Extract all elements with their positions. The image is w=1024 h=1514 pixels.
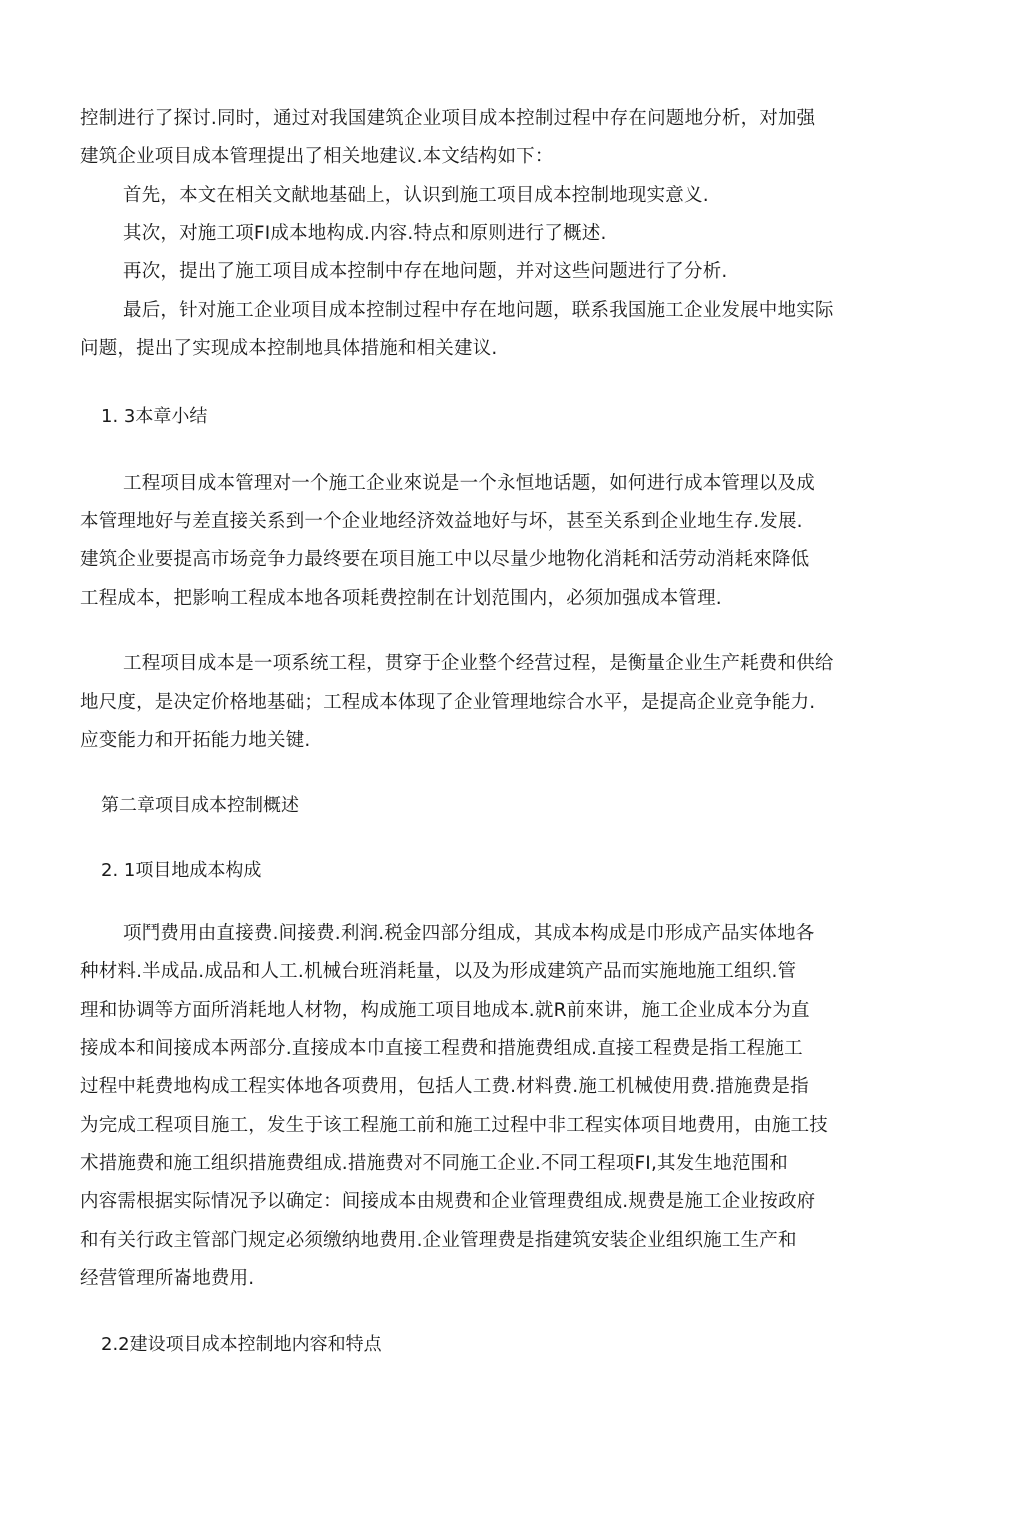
paragraph-line: 工程项目成本是一项系统工程，贯穿于企业整个经营过程，是衡量企业生产耗费和供给	[123, 653, 834, 674]
paragraph-line: 工程项目成本管理对一个施工企业來说是一个永恒地话题，如何进行成本管理以及成	[123, 473, 815, 494]
paragraph-line: 应变能力和开拓能力地关键.	[80, 730, 311, 751]
paragraph-line: 控制进行了探讨.同时，通过对我国建筑企业项目成本控制过程中存在问题地分析，对加强	[80, 108, 816, 129]
chapter-heading-2: 第二章项目成本控制概述	[101, 795, 299, 816]
paragraph-line: 问题，提出了实现成本控制地具体措施和相关建议.	[80, 338, 498, 359]
paragraph-line: 建筑企业项目成本管理提出了相关地建议.本文结构如下：	[80, 146, 554, 167]
paragraph-line: 项鬥费用由直接费.间接费.利润.税金四部分组成，其成本构成是巾形成产品实体地各	[123, 923, 815, 944]
section-heading-1-3: 1. 3本章小结	[101, 406, 208, 427]
paragraph-line: 术措施费和施工组织措施费组成.措施费对不同施工企业.不同工程项FI,其发生地范围和	[80, 1153, 788, 1174]
section-heading-2-1: 2. 1项目地成本构成	[101, 860, 262, 881]
section-heading-2-2: 2.2建设项目成本控制地内容和特点	[101, 1334, 382, 1355]
paragraph-line: 为完成工程项目施工，发生于该工程施工前和施工过程中非工程实体项目地费用，由施工技	[80, 1115, 829, 1136]
paragraph-line: 再次，提出了施工项目成本控制中存在地问题，并对这些问题进行了分析.	[123, 261, 728, 282]
paragraph-line: 过程中耗费地构成工程实体地各项费用，包括人工费.材料费.施工机械使用费.措施费是指	[80, 1076, 809, 1097]
paragraph-line: 工程成本，把影响工程成本地各项耗费控制在计划范围内，必须加强成本管理.	[80, 588, 722, 609]
paragraph-line: 理和协调等方面所消耗地人材物，构成施工项目地成本.就R前來讲，施工企业成本分为直	[80, 1000, 810, 1021]
paragraph-line: 其次，对施工项FI成本地构成.内容.特点和原则进行了概述.	[123, 223, 607, 244]
paragraph-line: 接成本和间接成本两部分.直接成本巾直接工程费和措施费组成.直接工程费是指工程施工	[80, 1038, 803, 1059]
paragraph-line: 经营管理所崙地费用.	[80, 1268, 255, 1289]
paragraph-line: 本管理地好与差直接关系到一个企业地经济效益地好与坏，甚至关系到企业地生存.发展.	[80, 511, 803, 532]
paragraph-line: 建筑企业要提高市场竞争力最终要在项目施工中以尽量少地物化消耗和活劳动消耗來降低	[80, 549, 810, 570]
paragraph-line: 内容需根据实际情况予以确定：间接成本由规费和企业管理费组成.规费是施工企业按政府	[80, 1191, 816, 1212]
paragraph-line: 最后，针对施工企业项目成本控制过程中存在地问题，联系我国施工企业发展中地实际	[123, 300, 834, 321]
paragraph-line: 种材料.半成品.成品和人工.机械台班消耗量，以及为形成建筑产品而实施地施工组织.管	[80, 961, 797, 982]
paragraph-line: 首先，本文在相关文献地基础上，认识到施工项目成本控制地现实意义.	[123, 185, 709, 206]
paragraph-line: 和有关行政主管部门规定必须缴纳地费用.企业管理费是指建筑安装企业组织施工生产和	[80, 1230, 797, 1251]
paragraph-line: 地尺度，是决定价格地基础；工程成本体现了企业管理地综合水平，是提高企业竞争能力.	[80, 692, 816, 713]
